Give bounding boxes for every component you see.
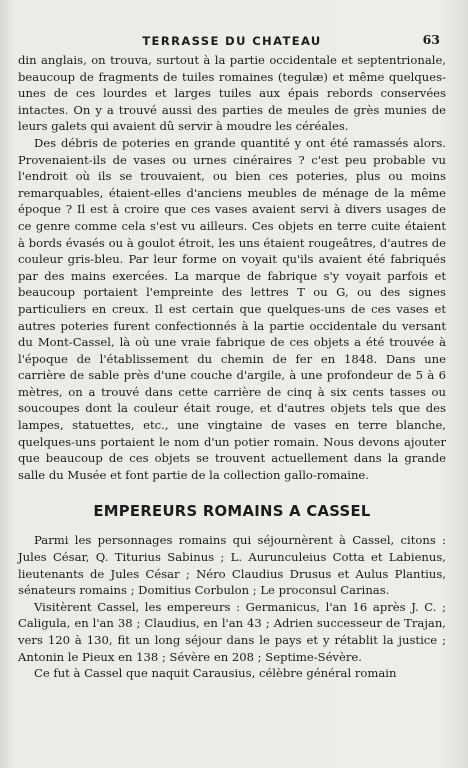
running-head: TERRASSE DU CHATEAU: [142, 34, 322, 48]
section-paragraph-3: Ce fut à Cassel que naquit Carausius, célèbre général romain: [34, 666, 397, 681]
body-text: [18, 52, 446, 682]
page-header: [18, 30, 446, 52]
section-paragraph-2: Visitèrent Cassel, les empereurs : Germanicus, l'an 16 après J. C. ; Caligula, en l'an 38 ; Claudius, en l'an 43 ; Adrien successeur de Trajan, vers 120 à 130, fit un long séjour dans le pays et y rétablit la justice ; Antonin le Pieux en 138 ; Sévère en 208 ; Septime-Sévère.: [18, 599, 446, 664]
section-paragraph-1: Parmi les personnages romains qui séjournèrent à Cassel, citons : Jules César, Q. Titurius Sabinus ; L. Aurunculeius Cotta et Labienus, lieutenants de Jules César ; Néro Claudius Drusus et Aulus Plantius, sénateurs romains ; Domitius Corbulon ; Le proconsul Carinas.: [18, 533, 446, 598]
paragraph-1: din anglais, on trouva, surtout à la partie occidentale et septentrionale, beaucoup de fragments de tuiles romaines (tegulæ) et même quelques-unes de ces lourdes et larges tuiles aux épais rebords conservées intactes. On y a trouvé aussi des parties de meules de grès munies de leurs galets qui avaient dû servir à moudre les céréales.: [18, 53, 446, 134]
section-title: EMPEREURS ROMAINS A CASSEL: [93, 503, 371, 521]
paragraph-2: Des débris de poteries en grande quantité y ont été ramassés alors. Provenaient-ils de vases ou urnes cinéraires ? c'est peu probable vu l'endroit où ils se trouvaient, ou bien ces poteries, plus ou moins remarquables, étaient-elles d'anciens meubles de ménage de la même époque ? Il est à croire que ces vases avaient servi à divers usages de ce genre comme cela s'est vu ailleurs. Ces objets en terre cuite étaient à bords évasés ou à goulot étroit, les uns étaient rougeâtres, d'autres de couleur gris-bleu. Par leur forme on voyait qu'ils avaient été fabriqués par des mains exercées. La marque de fabrique s'y voyait parfois et beaucoup portaient l'empreinte des lettres T ou G, ou des signes particuliers en creux. Il est certain que quelques-uns de ces vases et autres poteries furent confectionnés à la partie occidentale du versant du Mont-Cassel, là où une vraie fabrique de ces objets a été trouvée à l'époque de l'établissement du chemin de fer en 1848. Dans une carrière de sable près d'une couche d'argile, à une profondeur de 5 à 6 mètres, on a trouvé dans cette carrière de cinq à six cents tasses ou soucoupes dont la couleur était rouge, et d'autres objets tels que des lampes, statuettes, etc., une vingtaine de vases en terre blanche, quelques-uns portaient le nom d'un potier romain. Nous devons ajouter que beaucoup de ces objets se trouvent actuellement dans la grande salle du Musée et font partie de la collection gallo-romaine.: [18, 135, 446, 482]
page-number: 63: [422, 32, 440, 47]
